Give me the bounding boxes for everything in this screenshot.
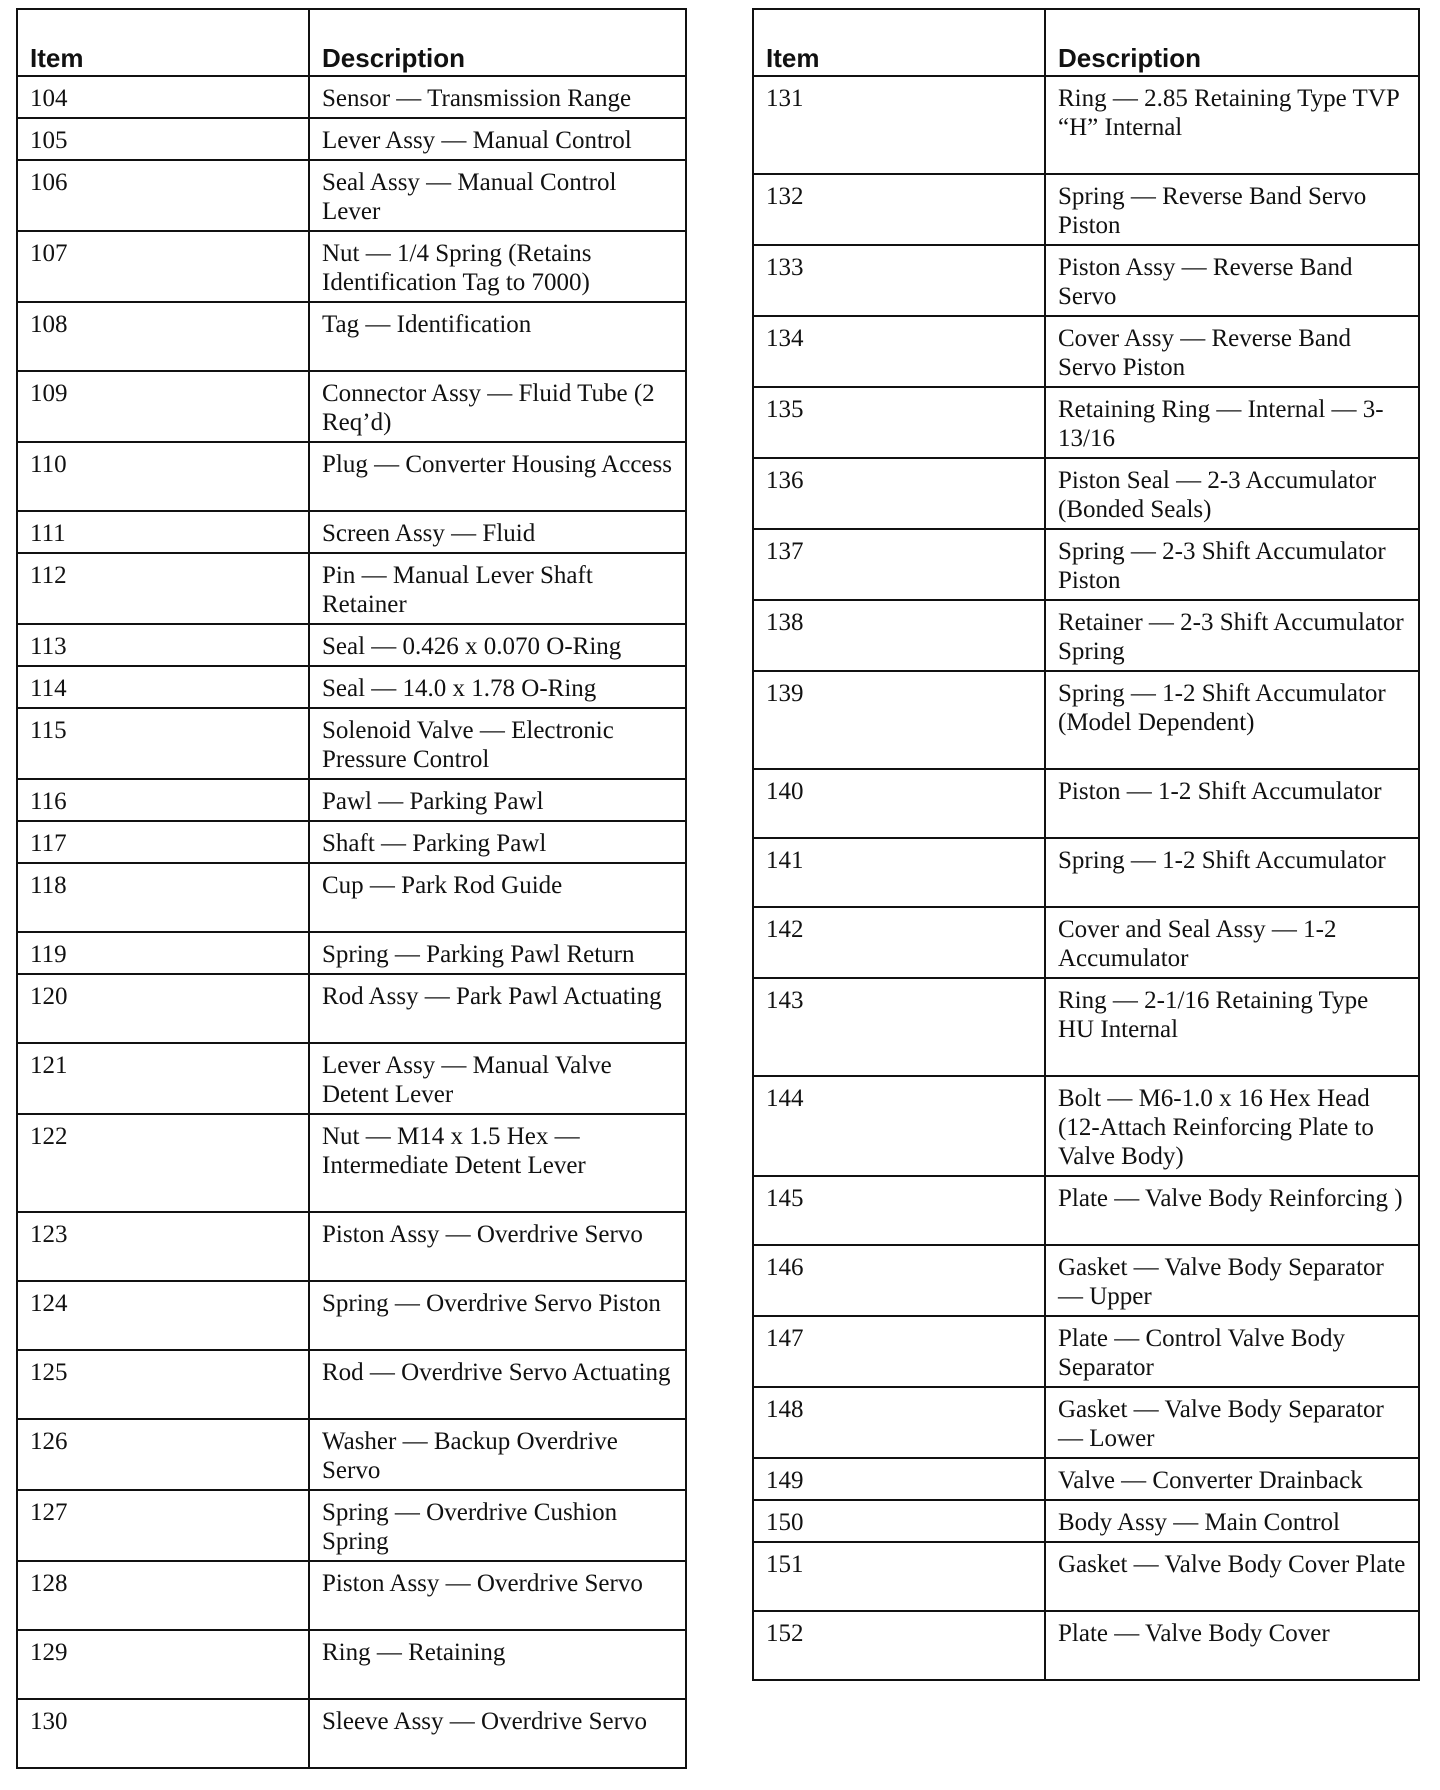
item-number: 147	[753, 1316, 1045, 1387]
item-description: Piston Assy — Overdrive Servo	[309, 1561, 686, 1630]
item-description: Lever Assy — Manual Valve Detent Lever	[309, 1043, 686, 1114]
item-description: Tag — Identification	[309, 302, 686, 371]
right-table-body	[753, 76, 1419, 1680]
item-description: Plate — Valve Body Reinforcing )	[1045, 1176, 1419, 1245]
item-number: 121	[17, 1043, 309, 1114]
item-number: 149	[753, 1458, 1045, 1500]
table-row	[17, 624, 686, 666]
item-description: Spring — Overdrive Cushion Spring	[309, 1490, 686, 1561]
table-row	[17, 1212, 686, 1281]
table-row	[753, 838, 1419, 907]
item-number: 139	[753, 671, 1045, 769]
table-row	[17, 1114, 686, 1212]
item-number: 123	[17, 1212, 309, 1281]
table-row	[753, 1458, 1419, 1500]
table-row	[753, 1245, 1419, 1316]
item-description: Seal — 0.426 x 0.070 O-Ring	[309, 624, 686, 666]
item-number: 143	[753, 978, 1045, 1076]
item-number: 150	[753, 1500, 1045, 1542]
item-number: 125	[17, 1350, 309, 1419]
item-number: 112	[17, 553, 309, 624]
item-description: Retainer — 2-3 Shift Accumulator Spring	[1045, 600, 1419, 671]
item-description: Spring — Overdrive Servo Piston	[309, 1281, 686, 1350]
item-description: Cup — Park Rod Guide	[309, 863, 686, 932]
table-row	[753, 1387, 1419, 1458]
table-row	[753, 529, 1419, 600]
item-description: Ring — Retaining	[309, 1630, 686, 1699]
item-number: 108	[17, 302, 309, 371]
item-number: 148	[753, 1387, 1045, 1458]
item-number: 130	[17, 1699, 309, 1768]
item-number: 133	[753, 245, 1045, 316]
item-description: Sensor — Transmission Range	[309, 76, 686, 118]
table-row	[17, 231, 686, 302]
left-table-body	[17, 76, 686, 1768]
table-row	[17, 553, 686, 624]
item-number: 106	[17, 160, 309, 231]
item-description: Ring — 2-1/16 Retaining Type HU Internal	[1045, 978, 1419, 1076]
item-number: 111	[17, 511, 309, 553]
item-description: Spring — 1-2 Shift Accumulator (Model Dependent)	[1045, 671, 1419, 769]
item-description: Valve — Converter Drainback	[1045, 1458, 1419, 1500]
item-description: Piston Seal — 2-3 Accumulator (Bonded Seals)	[1045, 458, 1419, 529]
item-description: Body Assy — Main Control	[1045, 1500, 1419, 1542]
table-row	[17, 76, 686, 118]
item-description: Pin — Manual Lever Shaft Retainer	[309, 553, 686, 624]
table-row	[17, 511, 686, 553]
item-description: Piston Assy — Reverse Band Servo	[1045, 245, 1419, 316]
table-row	[753, 316, 1419, 387]
table-row	[753, 1611, 1419, 1680]
table-row	[753, 76, 1419, 174]
table-row	[753, 1176, 1419, 1245]
item-number: 135	[753, 387, 1045, 458]
item-number: 105	[17, 118, 309, 160]
item-number: 144	[753, 1076, 1045, 1176]
parts-table-left	[16, 8, 687, 1769]
table-row	[753, 1316, 1419, 1387]
item-number: 122	[17, 1114, 309, 1212]
item-number: 146	[753, 1245, 1045, 1316]
table-row	[17, 1043, 686, 1114]
item-column-header: Item	[17, 9, 309, 76]
item-number: 142	[753, 907, 1045, 978]
item-number: 113	[17, 624, 309, 666]
description-column-header: Description	[1045, 9, 1419, 76]
table-row	[17, 666, 686, 708]
item-number: 145	[753, 1176, 1045, 1245]
item-column-header: Item	[753, 9, 1045, 76]
item-number: 136	[753, 458, 1045, 529]
header-row	[17, 9, 686, 76]
item-number: 118	[17, 863, 309, 932]
item-description: Cover and Seal Assy — 1-2 Accumulator	[1045, 907, 1419, 978]
item-number: 127	[17, 1490, 309, 1561]
table-row	[753, 1500, 1419, 1542]
item-description: Piston — 1-2 Shift Accumulator	[1045, 769, 1419, 838]
table-row	[17, 1630, 686, 1699]
item-number: 140	[753, 769, 1045, 838]
table-row	[17, 1281, 686, 1350]
item-description: Pawl — Parking Pawl	[309, 779, 686, 821]
item-description: Spring — 2-3 Shift Accumulator Piston	[1045, 529, 1419, 600]
item-number: 107	[17, 231, 309, 302]
table-row	[753, 769, 1419, 838]
item-description: Nut — M14 x 1.5 Hex — Intermediate Detent Lever	[309, 1114, 686, 1212]
item-description: Retaining Ring — Internal — 3-13/16	[1045, 387, 1419, 458]
table-row	[753, 907, 1419, 978]
item-number: 138	[753, 600, 1045, 671]
table-row	[17, 863, 686, 932]
item-number: 141	[753, 838, 1045, 907]
item-number: 137	[753, 529, 1045, 600]
table-row	[17, 821, 686, 863]
table-row	[17, 371, 686, 442]
table-row	[17, 160, 686, 231]
item-number: 109	[17, 371, 309, 442]
item-number: 134	[753, 316, 1045, 387]
description-column-header: Description	[309, 9, 686, 76]
item-number: 152	[753, 1611, 1045, 1680]
item-description: Plate — Valve Body Cover	[1045, 1611, 1419, 1680]
item-description: Gasket — Valve Body Separator — Lower	[1045, 1387, 1419, 1458]
item-description: Spring — Reverse Band Servo Piston	[1045, 174, 1419, 245]
item-number: 104	[17, 76, 309, 118]
item-description: Lever Assy — Manual Control	[309, 118, 686, 160]
item-description: Nut — 1/4 Spring (Retains Identification Tag to 7000)	[309, 231, 686, 302]
item-number: 110	[17, 442, 309, 511]
parts-table-right	[752, 8, 1420, 1681]
item-description: Gasket — Valve Body Cover Plate	[1045, 1542, 1419, 1611]
table-row	[753, 600, 1419, 671]
item-description: Rod — Overdrive Servo Actuating	[309, 1350, 686, 1419]
item-number: 151	[753, 1542, 1045, 1611]
item-description: Gasket — Valve Body Separator — Upper	[1045, 1245, 1419, 1316]
table-row	[17, 1490, 686, 1561]
item-description: Screen Assy — Fluid	[309, 511, 686, 553]
table-row	[753, 1542, 1419, 1611]
item-description: Shaft — Parking Pawl	[309, 821, 686, 863]
item-description: Piston Assy — Overdrive Servo	[309, 1212, 686, 1281]
table-row	[17, 302, 686, 371]
item-number: 120	[17, 974, 309, 1043]
table-row	[753, 174, 1419, 245]
table-row	[753, 978, 1419, 1076]
item-number: 115	[17, 708, 309, 779]
item-description: Rod Assy — Park Pawl Actuating	[309, 974, 686, 1043]
item-number: 124	[17, 1281, 309, 1350]
item-description: Solenoid Valve — Electronic Pressure Control	[309, 708, 686, 779]
item-description: Bolt — M6-1.0 x 16 Hex Head (12-Attach Reinforcing Plate to Valve Body)	[1045, 1076, 1419, 1176]
item-description: Seal Assy — Manual Control Lever	[309, 160, 686, 231]
item-number: 114	[17, 666, 309, 708]
item-number: 117	[17, 821, 309, 863]
item-description: Plug — Converter Housing Access	[309, 442, 686, 511]
table-row	[17, 932, 686, 974]
table-row	[753, 1076, 1419, 1176]
item-description: Sleeve Assy — Overdrive Servo	[309, 1699, 686, 1768]
table-row	[753, 458, 1419, 529]
header-row	[753, 9, 1419, 76]
item-description: Cover Assy — Reverse Band Servo Piston	[1045, 316, 1419, 387]
table-row	[753, 671, 1419, 769]
item-number: 132	[753, 174, 1045, 245]
table-row	[17, 974, 686, 1043]
table-row	[753, 245, 1419, 316]
table-row	[17, 442, 686, 511]
item-description: Ring — 2.85 Retaining Type TVP “H” Internal	[1045, 76, 1419, 174]
table-row	[17, 1350, 686, 1419]
table-row	[17, 708, 686, 779]
table-row	[17, 118, 686, 160]
item-description: Spring — 1-2 Shift Accumulator	[1045, 838, 1419, 907]
item-description: Seal — 14.0 x 1.78 O-Ring	[309, 666, 686, 708]
item-description: Spring — Parking Pawl Return	[309, 932, 686, 974]
item-description: Connector Assy — Fluid Tube (2 Req’d)	[309, 371, 686, 442]
item-number: 128	[17, 1561, 309, 1630]
table-row	[753, 387, 1419, 458]
item-number: 116	[17, 779, 309, 821]
table-row	[17, 1419, 686, 1490]
table-row	[17, 1699, 686, 1768]
item-number: 119	[17, 932, 309, 974]
table-row	[17, 1561, 686, 1630]
item-number: 129	[17, 1630, 309, 1699]
item-description: Plate — Control Valve Body Separator	[1045, 1316, 1419, 1387]
item-number: 126	[17, 1419, 309, 1490]
table-row	[17, 779, 686, 821]
item-description: Washer — Backup Overdrive Servo	[309, 1419, 686, 1490]
item-number: 131	[753, 76, 1045, 174]
